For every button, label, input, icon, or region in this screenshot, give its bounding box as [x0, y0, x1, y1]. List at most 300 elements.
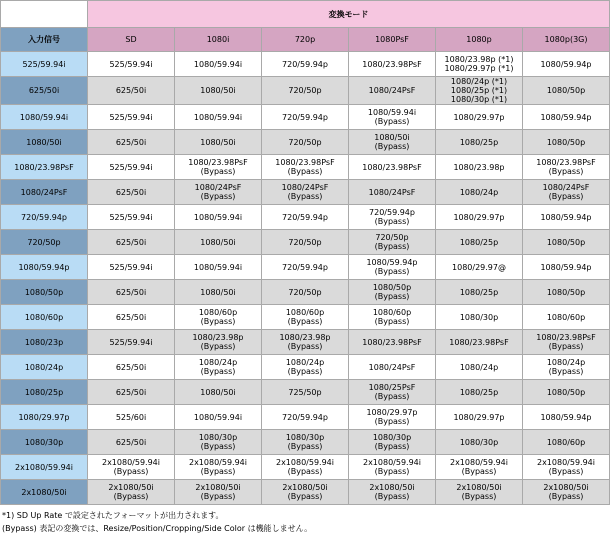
output-format-line: 725/50p: [288, 387, 322, 397]
output-format-cell: [523, 130, 610, 155]
column-header-sd: SD: [88, 28, 175, 52]
output-format-line: 1080/25p: [459, 137, 499, 147]
input-signal-cell: 625/50i: [1, 77, 88, 105]
output-format-cell: [175, 405, 262, 430]
output-format-cell: [175, 330, 262, 355]
output-format-line: 1080/24PsF: [194, 183, 242, 192]
output-format-cell: [175, 255, 262, 280]
output-format-cell: [436, 455, 523, 480]
corner-cell: [1, 1, 88, 28]
output-format-cell: [436, 430, 523, 455]
column-header-1080p: 1080p: [436, 28, 523, 52]
output-format-cell: [175, 455, 262, 480]
output-format-cell: [175, 230, 262, 255]
output-format-line: 525/59.94i: [109, 59, 153, 69]
output-format-line: 1080/59.94i: [193, 412, 243, 422]
input-signal-cell: 720/50p: [1, 230, 88, 255]
output-format-cell: [349, 305, 436, 330]
output-format-line: (Bypass): [200, 317, 236, 326]
table-row: [1, 455, 610, 480]
output-format-cell: [523, 480, 610, 505]
output-format-cell: [262, 77, 349, 105]
output-format-cell: [523, 380, 610, 405]
output-format-cell: [523, 355, 610, 380]
input-signal-cell: 1080/50i: [1, 130, 88, 155]
input-signal-cell: 1080/59.94p: [1, 255, 88, 280]
output-format-line: 625/50i: [115, 362, 147, 372]
output-format-cell: [349, 330, 436, 355]
output-format-line: 625/50i: [115, 387, 147, 397]
output-format-line: (Bypass): [461, 467, 497, 476]
output-format-cell: [523, 280, 610, 305]
output-format-cell: [262, 52, 349, 77]
output-format-cell: [88, 330, 175, 355]
output-format-line: 720/59.94p: [282, 212, 328, 222]
output-format-line: (Bypass): [374, 142, 410, 151]
output-format-line: (Bypass): [287, 317, 323, 326]
output-format-cell: [175, 205, 262, 230]
output-format-line: 625/50i: [115, 437, 147, 447]
output-format-cell: [88, 155, 175, 180]
output-format-cell: [88, 205, 175, 230]
output-format-line: 720/50p: [375, 233, 409, 242]
output-format-line: 525/59.94i: [109, 262, 153, 272]
output-format-line: 2x1080/50i: [543, 483, 589, 492]
output-format-line: (Bypass): [200, 192, 236, 201]
output-format-cell: [175, 430, 262, 455]
table-row: [1, 255, 610, 280]
output-format-line: 1080/23.98PsF: [362, 59, 422, 69]
output-format-cell: [436, 230, 523, 255]
output-format-cell: [88, 77, 175, 105]
output-format-line: 625/50i: [115, 287, 147, 297]
output-format-line: 2x1080/59.94i: [188, 458, 247, 467]
output-format-cell: [88, 355, 175, 380]
output-format-cell: [523, 205, 610, 230]
output-format-line: 1080/23.98p: [279, 333, 331, 342]
output-format-line: (Bypass): [287, 367, 323, 376]
output-format-line: (Bypass): [548, 467, 584, 476]
output-format-cell: [88, 455, 175, 480]
output-format-cell: [262, 230, 349, 255]
output-format-cell: [523, 180, 610, 205]
output-format-line: 1080/23.98p: [453, 162, 505, 172]
output-format-cell: [523, 430, 610, 455]
output-format-cell: [349, 205, 436, 230]
output-format-cell: [88, 405, 175, 430]
output-format-cell: [523, 330, 610, 355]
output-format-cell: [88, 180, 175, 205]
output-format-line: 1080/50i: [200, 86, 236, 95]
output-format-line: 1080/24p: [459, 362, 499, 372]
output-format-cell: [349, 105, 436, 130]
table-row: [1, 230, 610, 255]
output-format-line: 2x1080/59.94i: [101, 458, 160, 467]
output-format-cell: [175, 380, 262, 405]
column-header-1080i: 1080i: [175, 28, 262, 52]
output-format-cell: [436, 77, 523, 105]
output-format-line: (Bypass): [548, 342, 584, 351]
output-format-line: 1080/50p: [546, 387, 586, 397]
output-format-line: (Bypass): [374, 267, 410, 276]
output-format-line: 1080/60p: [372, 308, 412, 317]
output-format-line: (Bypass): [287, 442, 323, 451]
output-format-line: 1080/50p: [372, 283, 412, 292]
output-format-line: 720/59.94p: [282, 112, 328, 122]
output-format-line: 1080/59.94p: [540, 412, 592, 422]
output-format-line: 720/50p: [288, 287, 322, 297]
output-format-line: 525/59.94i: [109, 212, 153, 222]
output-format-line: 1080/30p: [198, 433, 238, 442]
output-format-line: 1080/50p: [546, 237, 586, 247]
output-format-line: 1080/24p: [459, 187, 499, 197]
output-format-line: 1080/30p: [459, 437, 499, 447]
output-format-line: 1080/24p: [546, 358, 586, 367]
output-format-line: 1080/25p: [459, 237, 499, 247]
output-format-line: 1080/24PsF: [281, 183, 329, 192]
output-format-cell: [349, 130, 436, 155]
output-format-cell: [436, 305, 523, 330]
output-format-line: 1080/23.98PsF: [449, 337, 509, 347]
output-format-cell: [436, 180, 523, 205]
output-format-line: (Bypass): [113, 467, 149, 476]
output-format-line: 720/59.94p: [282, 59, 328, 69]
output-format-line: 625/50i: [115, 187, 147, 197]
table-row: [1, 180, 610, 205]
output-format-cell: [436, 355, 523, 380]
output-format-line: (Bypass): [200, 442, 236, 451]
output-format-line: 2x1080/50i: [369, 483, 415, 492]
mode-header-row: [1, 1, 610, 28]
output-format-cell: [349, 405, 436, 430]
output-format-cell: [349, 380, 436, 405]
output-format-line: (Bypass): [374, 117, 410, 126]
output-format-cell: [349, 355, 436, 380]
output-format-line: 720/50p: [288, 86, 322, 95]
output-format-cell: [436, 155, 523, 180]
output-format-cell: [175, 155, 262, 180]
output-format-cell: [88, 430, 175, 455]
input-signal-cell: 1080/50p: [1, 280, 88, 305]
output-format-line: (Bypass): [548, 367, 584, 376]
input-signal-cell: 2x1080/59.94i: [1, 455, 88, 480]
output-format-line: 525/60i: [115, 412, 147, 422]
output-format-line: 1080/25p: [459, 387, 499, 397]
output-format-line: 1080/30p (*1): [450, 95, 508, 104]
output-format-cell: [88, 380, 175, 405]
output-format-line: 1080/50i: [200, 287, 236, 297]
output-format-cell: [175, 355, 262, 380]
output-format-cell: [262, 355, 349, 380]
input-signal-cell: 1080/24PsF: [1, 180, 88, 205]
output-format-cell: [175, 280, 262, 305]
output-format-cell: [262, 305, 349, 330]
output-format-cell: [523, 230, 610, 255]
output-format-cell: [523, 105, 610, 130]
column-header-720p: 720p: [262, 28, 349, 52]
output-format-line: 1080/30p: [372, 433, 412, 442]
output-format-line: 1080/30p: [285, 433, 325, 442]
output-format-line: 1080/50p: [546, 137, 586, 147]
output-format-line: (Bypass): [287, 342, 323, 351]
output-format-cell: [436, 380, 523, 405]
output-format-line: 1080/23.98p: [192, 333, 244, 342]
output-format-line: 1080/50i: [200, 237, 236, 247]
output-format-line: 1080/59.94p: [366, 258, 418, 267]
output-format-line: 1080/29.97p: [453, 212, 505, 222]
output-format-cell: [262, 430, 349, 455]
input-signal-cell: 1080/29.97p: [1, 405, 88, 430]
output-format-line: 1080/24p (*1): [450, 77, 508, 86]
output-format-line: 1080/60p: [285, 308, 325, 317]
output-format-line: 1080/59.94i: [193, 212, 243, 222]
output-format-cell: [88, 105, 175, 130]
output-format-line: (Bypass): [374, 467, 410, 476]
input-signal-cell: 1080/59.94i: [1, 105, 88, 130]
output-format-line: 1080/23.98PsF: [362, 337, 422, 347]
output-format-line: 1080/50p: [546, 287, 586, 297]
output-format-cell: [523, 77, 610, 105]
output-format-cell: [262, 455, 349, 480]
output-format-line: (Bypass): [374, 417, 410, 426]
output-format-line: 720/59.94p: [282, 262, 328, 272]
output-format-cell: [262, 155, 349, 180]
output-format-line: 2x1080/59.94i: [362, 458, 421, 467]
output-format-line: 625/50i: [115, 137, 147, 147]
output-format-line: (Bypass): [200, 342, 236, 351]
table-row: [1, 305, 610, 330]
output-format-cell: [175, 105, 262, 130]
output-format-line: 720/50p: [288, 137, 322, 147]
output-format-cell: [262, 130, 349, 155]
output-format-line: 625/50i: [115, 237, 147, 247]
mode-title: 変換モード: [88, 1, 610, 28]
output-format-cell: [436, 405, 523, 430]
input-signal-cell: 525/59.94i: [1, 52, 88, 77]
output-format-line: (Bypass): [374, 242, 410, 251]
output-format-line: 1080/24PsF: [368, 86, 416, 95]
output-format-line: 525/59.94i: [109, 337, 153, 347]
input-signal-header: 入力信号: [1, 28, 88, 52]
output-format-line: 625/50i: [115, 312, 147, 322]
output-format-cell: [262, 280, 349, 305]
output-format-cell: [523, 305, 610, 330]
output-format-line: 2x1080/50i: [282, 483, 328, 492]
input-signal-cell: 720/59.94p: [1, 205, 88, 230]
output-format-cell: [349, 155, 436, 180]
footnotes: [0, 509, 610, 535]
output-format-cell: [88, 130, 175, 155]
output-format-cell: [175, 130, 262, 155]
output-format-line: (Bypass): [113, 492, 149, 501]
output-format-cell: [436, 480, 523, 505]
output-format-line: (Bypass): [200, 467, 236, 476]
output-format-line: 1080/50i: [374, 133, 410, 142]
output-format-cell: [88, 255, 175, 280]
output-format-cell: [349, 280, 436, 305]
table-row: [1, 52, 610, 77]
output-format-cell: [262, 255, 349, 280]
table-row: [1, 330, 610, 355]
output-format-line: 1080/60p: [198, 308, 238, 317]
output-format-cell: [349, 180, 436, 205]
output-format-line: 720/59.94p: [282, 412, 328, 422]
output-format-cell: [436, 205, 523, 230]
output-format-cell: [436, 280, 523, 305]
output-format-line: 1080/59.94p: [540, 59, 592, 69]
output-format-cell: [349, 480, 436, 505]
output-format-line: (Bypass): [374, 292, 410, 301]
output-format-line: (Bypass): [200, 367, 236, 376]
output-format-line: 1080/59.94i: [367, 108, 417, 117]
table-row: [1, 105, 610, 130]
output-format-line: 1080/23.98p (*1): [444, 55, 514, 64]
output-format-cell: [523, 52, 610, 77]
output-format-line: 1080/24PsF: [542, 183, 590, 192]
output-format-line: 1080/60p: [546, 437, 586, 447]
output-format-cell: [262, 105, 349, 130]
output-format-line: 720/50p: [288, 237, 322, 247]
table-row: [1, 130, 610, 155]
output-format-line: (Bypass): [287, 167, 323, 176]
table-row: [1, 155, 610, 180]
output-format-cell: [88, 280, 175, 305]
table-row: [1, 77, 610, 105]
output-format-line: 1080/59.94p: [540, 262, 592, 272]
output-format-cell: [349, 455, 436, 480]
output-format-line: 2x1080/50i: [195, 483, 241, 492]
output-format-cell: [349, 52, 436, 77]
output-format-cell: [349, 230, 436, 255]
output-format-cell: [523, 405, 610, 430]
output-format-line: 2x1080/59.94i: [275, 458, 334, 467]
output-format-line: 1080/60p: [546, 312, 586, 322]
output-format-line: (Bypass): [374, 492, 410, 501]
output-format-line: 1080/24PsF: [368, 187, 416, 197]
output-format-line: 2x1080/59.94i: [536, 458, 595, 467]
output-format-line: 1080/29.97p (*1): [444, 64, 514, 73]
output-format-line: 1080/59.94i: [193, 112, 243, 122]
output-format-line: 1080/24p: [198, 358, 238, 367]
output-format-line: 1080/59.94i: [193, 262, 243, 272]
output-format-cell: [436, 255, 523, 280]
output-format-line: (Bypass): [548, 192, 584, 201]
output-format-cell: [175, 77, 262, 105]
output-format-cell: [262, 180, 349, 205]
output-format-cell: [175, 305, 262, 330]
output-format-cell: [523, 155, 610, 180]
output-format-cell: [175, 480, 262, 505]
output-format-cell: [175, 52, 262, 77]
output-format-line: 525/59.94i: [109, 112, 153, 122]
output-format-line: 1080/23.98PsF: [362, 162, 422, 172]
output-format-cell: [523, 455, 610, 480]
output-format-line: 1080/25PsF: [368, 383, 416, 392]
output-format-line: (Bypass): [548, 492, 584, 501]
input-signal-cell: 1080/24p: [1, 355, 88, 380]
output-format-line: 1080/29.97p: [453, 412, 505, 422]
output-format-line: (Bypass): [461, 492, 497, 501]
output-format-cell: [175, 180, 262, 205]
output-format-line: 1080/50i: [200, 387, 236, 397]
output-format-line: (Bypass): [200, 492, 236, 501]
output-format-line: (Bypass): [374, 392, 410, 401]
output-format-line: 1080/25p (*1): [450, 86, 508, 95]
output-format-cell: [349, 255, 436, 280]
output-format-line: 625/50i: [115, 86, 147, 95]
output-format-line: 1080/59.94i: [193, 59, 243, 69]
output-format-cell: [436, 330, 523, 355]
column-header-row: [1, 28, 610, 52]
output-format-line: (Bypass): [374, 317, 410, 326]
output-format-line: 1080/23.98PsF: [536, 333, 596, 342]
output-format-cell: [349, 430, 436, 455]
output-format-line: 1080/29.97p: [366, 408, 418, 417]
input-signal-cell: 1080/23p: [1, 330, 88, 355]
output-format-line: 1080/23.98PsF: [188, 158, 248, 167]
output-format-line: (Bypass): [287, 192, 323, 201]
output-format-line: 1080/25p: [459, 287, 499, 297]
output-format-line: (Bypass): [287, 492, 323, 501]
column-header-1080psf: 1080PsF: [349, 28, 436, 52]
footnote-sd-up-rate: *1) SD Up Rate で設定されたフォーマットが出力されます。: [2, 511, 224, 520]
output-format-line: 1080/29.97p: [453, 112, 505, 122]
footnote-bypass: (Bypass) 表記の変換では、Resize/Position/Cropping/Side Color は機能しません。: [2, 524, 313, 533]
output-format-line: (Bypass): [200, 167, 236, 176]
input-signal-cell: 1080/25p: [1, 380, 88, 405]
input-signal-cell: 2x1080/50i: [1, 480, 88, 505]
output-format-line: 2x1080/50i: [108, 483, 154, 492]
output-format-cell: [88, 52, 175, 77]
output-format-cell: [262, 205, 349, 230]
output-format-line: 1080/29.97@: [452, 262, 506, 272]
output-format-line: 2x1080/59.94i: [449, 458, 508, 467]
output-format-cell: [262, 380, 349, 405]
table-row: [1, 380, 610, 405]
output-format-line: 1080/50p: [546, 86, 586, 95]
output-format-cell: [262, 405, 349, 430]
input-signal-cell: 1080/23.98PsF: [1, 155, 88, 180]
output-format-line: 1080/50i: [200, 137, 236, 147]
output-format-cell: [436, 130, 523, 155]
output-format-line: (Bypass): [287, 467, 323, 476]
output-format-cell: [523, 255, 610, 280]
output-format-line: (Bypass): [548, 167, 584, 176]
table-row: [1, 405, 610, 430]
output-format-cell: [262, 480, 349, 505]
output-format-cell: [88, 305, 175, 330]
output-format-line: 525/59.94i: [109, 162, 153, 172]
column-header-1080p-3g: 1080p(3G): [523, 28, 610, 52]
output-format-line: (Bypass): [374, 442, 410, 451]
output-format-line: 1080/24p: [285, 358, 325, 367]
table-row: [1, 205, 610, 230]
output-format-cell: [349, 77, 436, 105]
output-format-line: 1080/59.94p: [540, 212, 592, 222]
output-format-line: 1080/23.98PsF: [275, 158, 335, 167]
output-format-cell: [88, 480, 175, 505]
output-format-line: 1080/24PsF: [368, 362, 416, 372]
table-row: [1, 355, 610, 380]
output-format-line: 2x1080/50i: [456, 483, 502, 492]
output-format-cell: [436, 105, 523, 130]
output-format-line: 1080/59.94p: [540, 112, 592, 122]
input-signal-cell: 1080/60p: [1, 305, 88, 330]
output-format-cell: [262, 330, 349, 355]
output-format-cell: [436, 52, 523, 77]
input-signal-cell: 1080/30p: [1, 430, 88, 455]
output-format-cell: [88, 230, 175, 255]
